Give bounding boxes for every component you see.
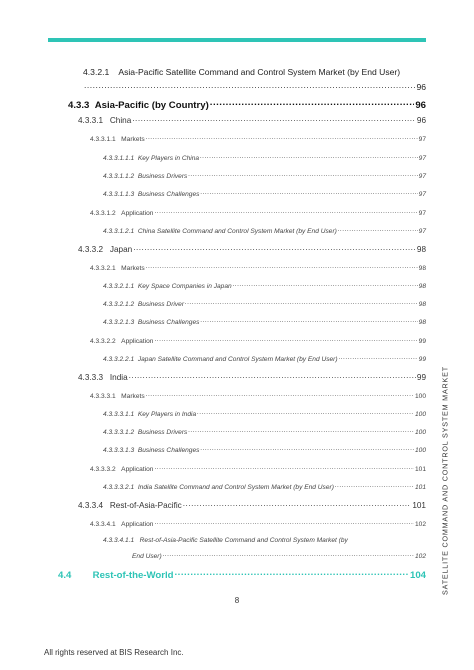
toc-title: Application <box>121 520 154 528</box>
toc-number: 4.3.3.2.2 <box>90 337 116 345</box>
toc-number: 4.3.3.3.1.1 <box>103 410 135 418</box>
toc-entry-4-3-2-1-line1[interactable] <box>83 67 400 77</box>
toc-page: 101 <box>414 483 426 491</box>
toc-entry-4-3-2-1-line2[interactable] <box>83 81 426 92</box>
toc-entry[interactable] <box>78 115 426 125</box>
toc-number: 4.3.3.2.1.1 <box>103 282 135 290</box>
toc-page: 102 <box>414 552 426 560</box>
toc-leader-dots <box>185 299 418 306</box>
toc-leader-dots <box>200 153 418 160</box>
side-report-title: SATELLITE COMMAND AND CONTROL SYSTEM MARKET <box>440 366 450 595</box>
toc-page: 104 <box>409 569 426 581</box>
toc-entry[interactable] <box>103 445 426 454</box>
toc-entry[interactable] <box>103 299 426 308</box>
toc-title: Markets <box>121 264 145 272</box>
toc-leader-dots <box>133 244 416 252</box>
toc-number: 4.3.3 <box>68 99 90 111</box>
toc-title: Asia-Pacific Satellite Command and Control System Market (by End User) <box>118 67 401 77</box>
toc-title: Application <box>121 209 154 217</box>
toc-leader-dots <box>233 281 418 288</box>
toc-title: Business Drivers <box>137 428 188 436</box>
toc-number: 4.3.3.1.1.2 <box>103 172 135 180</box>
toc-page: 99 <box>416 373 426 383</box>
toc-number: 4.3.3.1.1.1 <box>103 154 135 162</box>
toc-page: 97 <box>418 154 426 162</box>
toc-leader-dots <box>146 134 418 141</box>
toc-leader-dots <box>132 115 416 123</box>
toc-page: 100 <box>414 428 426 436</box>
toc-page: 97 <box>418 209 426 217</box>
toc-leader-dots <box>188 171 417 178</box>
toc-title: Key Players in India <box>137 410 197 418</box>
toc-title: India <box>109 373 128 383</box>
toc-page: 100 <box>414 446 426 454</box>
toc-title: Rest-of-Asia-Pacific <box>109 501 182 511</box>
toc-number: 4.3.3.1.1.3 <box>103 190 135 198</box>
toc-leader-dots <box>154 336 417 343</box>
toc-page: 97 <box>418 135 426 143</box>
toc-page: 98 <box>416 245 426 255</box>
toc-entry-wrapped-line2[interactable] <box>132 551 426 560</box>
toc-page: 100 <box>414 392 426 400</box>
toc-number: 4.3.3.1.2.1 <box>103 227 135 235</box>
toc-entry[interactable] <box>103 153 426 162</box>
toc-entry-rest-of-world[interactable] <box>58 568 426 581</box>
toc-title: Japan Satellite Command and Control System Market (by End User) <box>137 355 338 363</box>
toc-entry[interactable] <box>78 500 426 510</box>
toc-entry[interactable] <box>103 317 426 326</box>
toc-page: 96 <box>415 99 426 111</box>
toc-page: 97 <box>418 172 426 180</box>
toc-number: 4.3.3.1 <box>78 116 104 126</box>
toc-page: 98 <box>418 318 426 326</box>
toc-title: Rest-of-Asia-Pacific Satellite Command and Control System Market (by <box>139 537 348 544</box>
toc-leader-dots <box>210 98 415 108</box>
toc-title: Markets <box>121 392 145 400</box>
toc-number: 4.3.3.1.2 <box>90 209 116 217</box>
toc-page: 98 <box>418 300 426 308</box>
toc-number: 4.3.3.3.1.2 <box>103 428 135 436</box>
page-number: 8 <box>234 596 240 605</box>
toc-leader-dots <box>200 317 417 324</box>
toc-title: China Satellite Command and Control System Market (by End User) <box>137 227 337 235</box>
toc-entry[interactable] <box>103 354 426 363</box>
toc-leader-dots <box>154 208 417 215</box>
toc-leader-dots <box>335 482 414 489</box>
toc-title: Business Driver <box>137 300 185 308</box>
toc-leader-dots <box>84 81 415 90</box>
toc-title: Asia-Pacific (by Country) <box>94 99 209 111</box>
footer-copyright: All rights reserved at BIS Research Inc. <box>44 648 184 657</box>
toc-number: 4.3.3.3 <box>78 373 104 383</box>
toc-entry[interactable] <box>103 189 426 198</box>
toc-number: 4.3.3.4.1 <box>90 520 116 528</box>
toc-entry[interactable] <box>78 372 426 382</box>
toc-leader-dots <box>200 189 417 196</box>
toc-leader-dots <box>163 551 414 558</box>
toc-leader-dots <box>200 445 414 452</box>
toc-title: China <box>109 116 132 126</box>
toc-page: 101 <box>412 501 426 511</box>
toc-page: 97 <box>418 227 426 235</box>
toc-page: 98 <box>418 282 426 290</box>
toc-entry[interactable] <box>103 281 426 290</box>
toc-page: 96 <box>416 81 426 92</box>
toc-leader-dots <box>183 500 412 508</box>
toc-title: Markets <box>121 135 145 143</box>
toc-number: 4.3.3.4.1.1 <box>103 537 135 544</box>
toc-page: 97 <box>418 190 426 198</box>
toc-entry-wrapped-line1[interactable] <box>103 537 348 544</box>
toc-title: Key Players in China <box>137 154 200 162</box>
toc-page: 102 <box>414 520 426 528</box>
toc-entry[interactable] <box>103 171 426 180</box>
toc-title: Business Challenges <box>137 190 200 198</box>
toc-number: 4.4 <box>58 569 72 581</box>
toc-page: 96 <box>416 116 426 126</box>
toc-entry[interactable] <box>90 208 426 217</box>
toc-leader-dots <box>175 568 409 578</box>
toc-number: 4.3.2.1 <box>83 67 110 77</box>
toc-leader-dots <box>188 427 414 434</box>
toc-leader-dots <box>338 226 418 233</box>
toc-page: 99 <box>418 337 426 345</box>
toc-entry[interactable] <box>90 134 426 143</box>
toc-title: Business Drivers <box>137 172 188 180</box>
toc-title: Japan <box>109 245 133 255</box>
toc-title: Business Challenges <box>137 318 200 326</box>
toc-number: 4.3.3.2 <box>78 245 104 255</box>
toc-entry[interactable] <box>90 263 426 272</box>
toc-page: 98 <box>418 264 426 272</box>
toc-page: 101 <box>414 465 426 473</box>
toc-title: Application <box>121 337 154 345</box>
toc-page: 100 <box>414 410 426 418</box>
toc-entry[interactable] <box>90 464 426 473</box>
toc-entry[interactable] <box>68 98 426 111</box>
toc-title: Business Challenges <box>137 446 200 454</box>
toc-leader-dots <box>146 391 414 398</box>
toc-entry[interactable] <box>78 244 426 254</box>
toc-leader-dots <box>197 409 414 416</box>
toc-entry[interactable] <box>90 336 426 345</box>
toc-number: 4.3.3.2.2.1 <box>103 355 135 363</box>
toc-entry[interactable] <box>103 482 426 491</box>
toc-number: 4.3.3.1.1 <box>90 135 116 143</box>
toc-title: End User) <box>132 552 162 560</box>
toc-entry[interactable] <box>90 391 426 400</box>
toc-entry[interactable] <box>103 409 426 418</box>
toc-number: 4.3.3.3.1.3 <box>103 446 135 454</box>
toc-number: 4.3.3.2.1.2 <box>103 300 135 308</box>
toc-leader-dots <box>339 354 418 361</box>
toc-number: 4.3.3.3.1 <box>90 392 116 400</box>
toc-leader-dots <box>154 464 414 471</box>
toc-leader-dots <box>154 519 414 526</box>
toc-leader-dots <box>146 263 418 270</box>
toc-title: Key Space Companies in Japan <box>137 282 232 290</box>
toc-number: 4.3.3.2.1.3 <box>103 318 135 326</box>
toc-title: Rest-of-the-World <box>92 569 174 581</box>
toc-entry[interactable] <box>90 519 426 528</box>
toc-entry[interactable] <box>103 226 426 235</box>
toc-title: Application <box>121 465 154 473</box>
toc-number: 4.3.3.3.2.1 <box>103 483 135 491</box>
toc-title: India Satellite Command and Control System Market (by End User) <box>137 483 334 491</box>
toc-number: 4.3.3.4 <box>78 501 104 511</box>
toc-entry[interactable] <box>103 427 426 436</box>
toc-number: 4.3.3.3.2 <box>90 465 116 473</box>
toc-number: 4.3.3.2.1 <box>90 264 116 272</box>
toc-page: 99 <box>418 355 426 363</box>
toc-leader-dots <box>129 372 416 380</box>
